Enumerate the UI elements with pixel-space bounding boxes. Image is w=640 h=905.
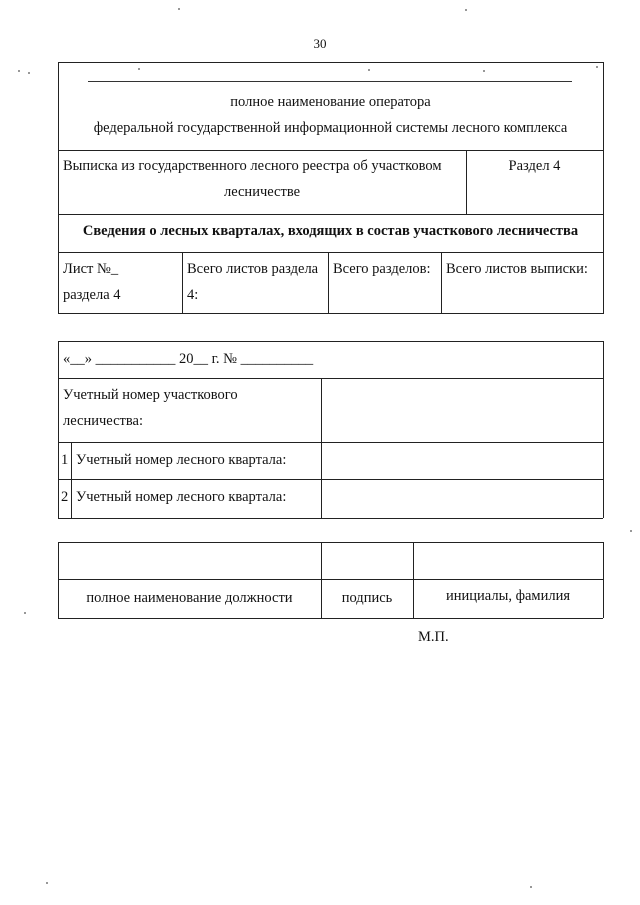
extract-title-line2: лесничестве (223, 184, 301, 200)
page-number: 30 (313, 36, 327, 51)
scan-speck (368, 69, 370, 71)
scan-speck (28, 72, 30, 74)
total-section-sheets-line1: Всего листов раздела (187, 261, 319, 277)
position-caption: полное наименование должности (86, 590, 293, 606)
section-label: Раздел 4 (508, 158, 561, 174)
scan-speck (465, 9, 467, 11)
quarter-number-label: Учетный номер лесного квартала: (76, 489, 287, 505)
stamp-place: М.П. (418, 629, 449, 645)
operator-name-line (88, 81, 572, 82)
operator-caption-line1: полное наименование оператора (230, 94, 431, 110)
scan-speck (178, 8, 180, 10)
row-number: 2 (61, 489, 69, 505)
extract-title-line1: Выписка из государственного лесного реестра об участковом (63, 158, 442, 174)
district-number-label-line2: лесничества: (63, 413, 143, 429)
scan-speck (138, 68, 140, 70)
scan-speck (18, 70, 20, 72)
signature-caption: подпись (341, 590, 393, 606)
total-section-sheets-line2: 4: (187, 287, 199, 303)
scan-speck (46, 882, 48, 884)
name-caption: инициалы, фамилия (445, 588, 571, 604)
scan-speck (596, 66, 598, 68)
scan-speck (630, 530, 632, 532)
quarter-number-label: Учетный номер лесного квартала: (76, 452, 287, 468)
scan-speck (483, 70, 485, 72)
operator-caption-line2: федеральной государственной информационной системы лесного комплекса (93, 120, 568, 136)
scan-speck (530, 886, 532, 888)
total-sections: Всего разделов: (333, 261, 431, 277)
sheet-number-line2: раздела 4 (63, 287, 121, 303)
section-heading: Сведения о лесных кварталах, входящих в состав участкового лесничества (82, 223, 579, 239)
row-number: 1 (61, 452, 69, 468)
date-number-line: «__» ___________ 20__ г. № __________ (63, 351, 314, 367)
sheet-number-line1: Лист №_ (63, 261, 119, 277)
district-number-label-line1: Учетный номер участкового (63, 387, 238, 403)
total-extract-sheets: Всего листов выписки: (446, 261, 588, 277)
scan-speck (24, 612, 26, 614)
